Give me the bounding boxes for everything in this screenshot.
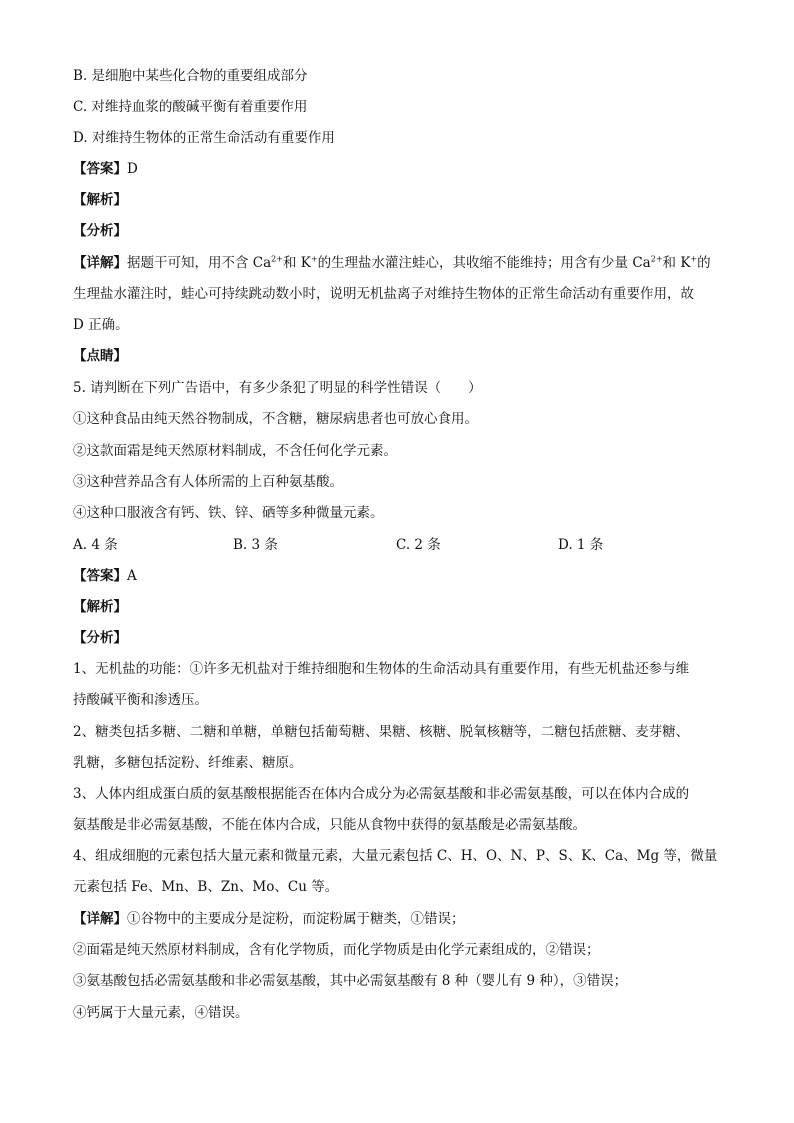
answer-tag: 【答案】 xyxy=(73,568,127,584)
fenxi-point-3-line-2: 氨基酸是非必需氨基酸，不能在体内合成，只能从食物中获得的氨基酸是必需氨基酸。 xyxy=(73,817,586,833)
detail-tag: 【详解】 xyxy=(73,255,127,271)
fenxi-point-1-line-2: 持酸碱平衡和渗透压。 xyxy=(73,692,208,708)
detail-text: ①谷物中的主要成分是淀粉，而淀粉属于糖类，①错误； xyxy=(127,911,465,927)
fenxi-point-2-line-2: 乳糖，多糖包括淀粉、纤维素、糖原。 xyxy=(73,755,303,771)
detail-line-2: 生理盐水灌注时，蛙心可持续跳动数小时，说明无机盐离子对维持生物体的正常生命活动有重要作用，故 xyxy=(73,286,694,302)
detail-text: 据题干可知，用不含 Ca xyxy=(127,255,272,271)
detail-line-3: D 正确。 xyxy=(73,317,129,333)
option-d: D. 1 条 xyxy=(558,537,604,553)
detail-line-1 xyxy=(73,253,711,273)
analysis-tag: 【解析】 xyxy=(73,599,127,615)
option-a: A. 4 条 xyxy=(73,537,118,553)
option-c: C. 2 条 xyxy=(396,537,441,553)
ad-item-2: ②这款面霜是纯天然原材料制成，不含任何化学元素。 xyxy=(73,443,397,459)
question-stem: 5. 请判断在下列广告语中，有多少条犯了明显的科学性错误（ ） xyxy=(73,380,482,396)
fenxi-point-1-line-1: 1、无机盐的功能：①许多无机盐对于维持细胞和生物体的生命活动具有重要作用，有些无机盐还参与维 xyxy=(73,661,690,677)
option-c: C. 对维持血浆的酸碱平衡有着重要作用 xyxy=(73,99,308,115)
detail-tag: 【详解】 xyxy=(73,911,127,927)
answer-tag: 【答案】 xyxy=(73,161,127,177)
option-b: B. 是细胞中某些化合物的重要组成部分 xyxy=(73,68,308,84)
fenxi-tag: 【分析】 xyxy=(73,630,127,646)
ad-item-4: ④这种口服液含有钙、铁、锌、硒等多种微量元素。 xyxy=(73,505,384,521)
dianjing-tag: 【点睛】 xyxy=(73,348,127,364)
fenxi-point-3-line-1: 3、人体内组成蛋白质的氨基酸根据能否在体内合成分为必需氨基酸和非必需氨基酸，可以在体内合成的 xyxy=(73,786,690,802)
answer-line xyxy=(73,159,138,179)
analysis-tag: 【解析】 xyxy=(73,192,127,208)
detail-text: 的生理盐水灌注蛙心，其收缩不能维持；用含有少量 Ca xyxy=(317,255,651,271)
superscript: + xyxy=(690,254,698,264)
detail-text: 的 xyxy=(697,255,711,271)
detail-text: 和 K xyxy=(662,255,691,271)
answer-value: A xyxy=(127,568,137,584)
fenxi-tag: 【分析】 xyxy=(73,223,127,239)
fenxi-point-4-line-1: 4、组成细胞的元素包括大量元素和微量元素，大量元素包括 C、H、O、N、P、S、K、Ca、Mg 等，微量 xyxy=(73,848,718,864)
detail-text: 和 K xyxy=(282,255,311,271)
answer-options xyxy=(73,535,773,555)
option-b: B. 3 条 xyxy=(233,537,278,553)
detail-line-2: ②面霜是纯天然原材料制成，含有化学物质，而化学物质是由化学元素组成的，②错误； xyxy=(73,942,600,958)
ad-item-1: ①这种食品由纯天然谷物制成，不含糖，糖尿病患者也可放心食用。 xyxy=(73,411,478,427)
superscript: 2+ xyxy=(650,254,663,264)
answer-value: D xyxy=(127,161,138,177)
ad-item-3: ③这种营养品含有人体所需的上百种氨基酸。 xyxy=(73,474,343,490)
superscript: 2+ xyxy=(271,254,283,264)
detail-line-4: ④钙属于大量元素，④错误。 xyxy=(73,1005,249,1021)
detail-line-1 xyxy=(73,909,465,929)
detail-line-3: ③氨基酸包括必需氨基酸和非必需氨基酸，其中必需氨基酸有 8 种（婴儿有 9 种），③错误； xyxy=(73,973,628,989)
answer-line xyxy=(73,566,137,586)
fenxi-point-4-line-2: 元素包括 Fe、Mn、B、Zn、Mo、Cu 等。 xyxy=(73,879,339,895)
superscript: + xyxy=(310,254,318,264)
fenxi-point-2-line-1: 2、糖类包括多糖、二糖和单糖，单糖包括葡萄糖、果糖、核糖、脱氧核糖等，二糖包括蔗糖、麦芽糖、 xyxy=(73,724,690,740)
option-d: D. 对维持生物体的正常生命活动有重要作用 xyxy=(73,130,335,146)
